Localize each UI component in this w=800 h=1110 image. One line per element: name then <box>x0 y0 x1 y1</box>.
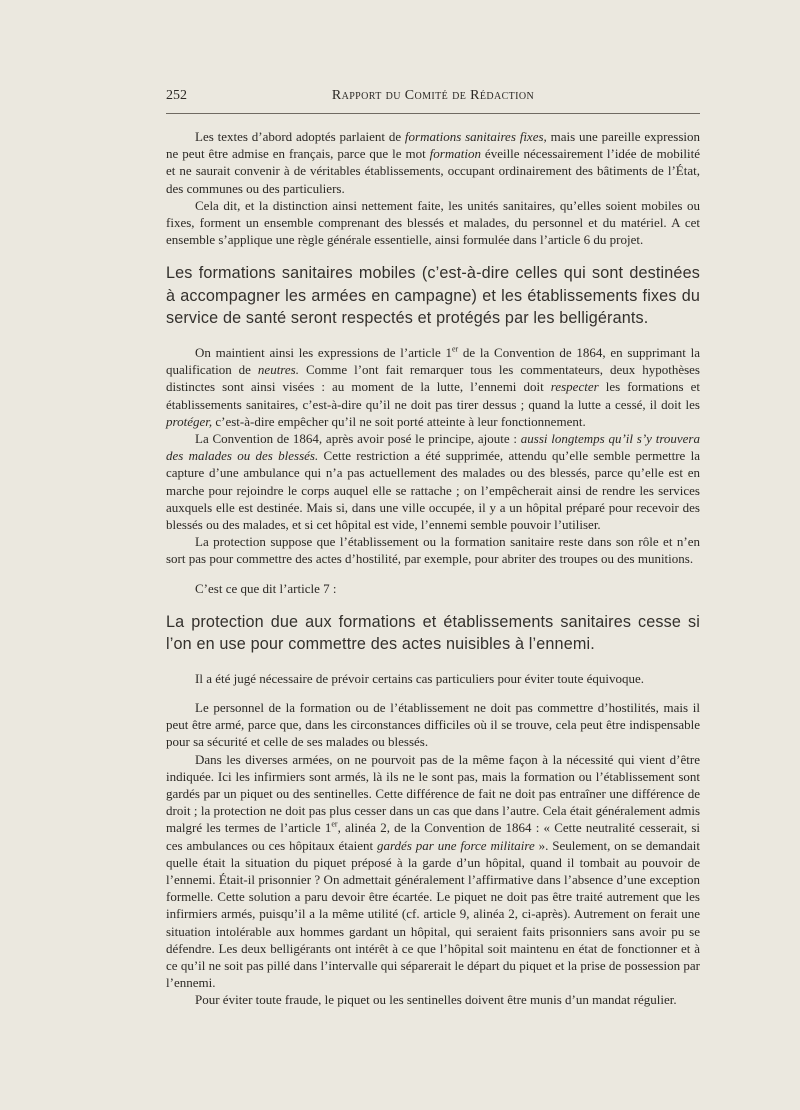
paragraph <box>166 751 700 992</box>
text-run: ». Seulement, on se demandait quelle était la situation du piquet préposé à la garde d’un hôpital, quand il tombait au pouvoir de l’ennemi. Était-il prisonnier ? On admettait généralement l’affirmative dans l’absence d’une exception formelle. Cette solution a paru devoir être écartée. Le piquet ne doit pas être traité autrement que les infirmiers armés, puisqu’il a la même utilité (cf. article 9, alinéa 2, ci-après). Autrement on ferait une situation intolérable aux hommes gardant un hôpital, qui seraient faits prisonniers sans avoir pu se défendre. Les deux belligérants ont intérêt à ce que l’hôpital soit maintenu en état de fonctionner et à ce qu’il ne soit pas pillé dans l’intervalle qui séparerait le départ du piquet et la prise de possession par l’ennemi. <box>166 837 701 991</box>
paragraph <box>166 344 700 430</box>
paragraph <box>166 991 700 1008</box>
article-6-quote <box>166 262 700 330</box>
text-run: Comme l’ont fait remarquer tous les commentateurs, deux hypothèses distinctes sont ainsi visées : au moment de la lutte, l’ennemi doit <box>166 362 700 395</box>
text-run: éveille nécessairement l’idée de mobilité et ne saurait convenir à de véritables établissements, occupant ordinairement des bâtiments de l’État, des communes ou des particuliers. <box>166 146 700 196</box>
body-text <box>166 128 700 1009</box>
paragraph <box>166 670 700 687</box>
italic-run: neutres. <box>257 362 299 378</box>
text-run: C’est ce que dit l’article 7 : <box>195 580 337 596</box>
text-run: mais une pareille expression ne peut être admise en français, parce que le mot <box>166 129 700 162</box>
text-run: c’est-à-dire empêcher qu’il ne soit porté atteinte à leur fonctionnement. <box>212 413 586 429</box>
italic-run: gardés par une force militaire <box>376 837 535 853</box>
text-run: Dans les diverses armées, on ne pourvoit pas de la même façon à la nécessité qui vient d’être indiquée. Ici les infirmiers sont armés, là ils ne le sont pas, mais la formation ou l’établissement sont gardés par un piquet ou des sentinelles. Cette différence de fait ne doit pas entraîner une différence de droit ; la protection ne doit pas plus cesser dans un cas que dans l’autre. Cela était généralement admis malgré les termes de l’article 1 <box>166 751 700 836</box>
superscript: er <box>331 820 338 830</box>
paragraph <box>166 699 700 751</box>
text-run: Les textes d’abord adoptés parlaient de <box>195 129 405 144</box>
text-run: de la Convention de 1864, en supprimant la qualification de <box>166 344 701 378</box>
italic-run: formation <box>429 146 481 162</box>
text-run: Cela dit, et la distinction ainsi nettement faite, les unités sanitaires, qu’elles soient mobiles ou fixes, forment un ensemble comprenant des blessés et malades, du personnel et du matériel. A cet ensemble s’applique une règle générale essentielle, ainsi formulée dans l’article 6 du projet. <box>166 197 700 248</box>
page-header <box>166 88 700 110</box>
italic-run: formations sanitaires fixes, <box>404 129 547 144</box>
text-run: La Convention de 1864, après avoir posé le principe, ajoute : <box>195 430 521 446</box>
text-run: On maintient ainsi les expressions de l’article 1 <box>195 344 452 360</box>
paragraph <box>166 430 700 533</box>
text-run: , alinéa 2, de la Convention de 1864 : « Cette neutralité cesserait, si ces ambulances ou ces hôpitaux étaient <box>166 820 700 853</box>
header-rule <box>166 113 700 114</box>
text-run: Le personnel de la formation ou de l’établissement ne doit pas commettre d’hostilités, mais il peut être armé, parce que, dans les circonstances difficiles où il se trouve, cela peut être indispensable pour sa sécurité et celle de ses malades ou blessés. <box>166 699 700 750</box>
superscript: er <box>451 344 459 354</box>
italic-run: aussi longtemps qu’il s’y trouvera des malades ou des blessés. <box>166 430 700 464</box>
italic-run: respecter <box>550 379 599 395</box>
article-7-quote <box>166 611 700 656</box>
paragraph <box>166 580 700 597</box>
article-6-text: Les formations sanitaires mobiles (c’est-à-dire celles qui sont destinées à accompagner les armées en campagne) et les établissements fixes du service de santé seront respectés et protégés par les belligérants. <box>166 264 700 328</box>
text-run: Cette restriction a été supprimée, attendu qu’elle semble permettre la capture d’une ambulance qui n’a pas actuellement des malades ou des blessés, parce qu’elle est en marche pour rejoindre le corps auquel elle se rattache ; on l’empêcherait ainsi de rendre les services auxquels elle est destinée. Mais si, dans une ville occupée, il y a un hôpital préparé pour recevoir des blessés ou des malades, et si cet hôpital est vide, l’ennemi semble pouvoir l’utiliser. <box>166 448 701 532</box>
text-run: La protection suppose que l’établissement ou la formation sanitaire reste dans son rôle et n’en sort pas pour commettre des actes d’hostilité, par exemple, pour abriter des troupes ou des munitions. <box>166 534 700 567</box>
italic-run: protéger, <box>166 413 213 429</box>
page-number: 252 <box>166 88 187 103</box>
text-run: Pour éviter toute fraude, le piquet ou les sentinelles doivent être munis d’un mandat régulier. <box>195 992 677 1008</box>
text-run: les formations et établissements sanitaires, c’est-à-dire qu’il ne doit pas tirer dessus ; quand la lutte a cessé, il doit les <box>166 379 700 412</box>
text-run: Il a été jugé nécessaire de prévoir certains cas particuliers pour éviter toute équivoque. <box>195 670 645 686</box>
paragraph <box>166 533 700 567</box>
paragraph <box>166 128 700 197</box>
paragraph <box>166 197 700 249</box>
running-title: Rapport du Comité de Rédaction <box>331 88 535 103</box>
article-7-text: La protection due aux formations et établissements sanitaires cesse si l’on en use pour commettre des actes nuisibles à l’ennemi. <box>166 612 700 654</box>
